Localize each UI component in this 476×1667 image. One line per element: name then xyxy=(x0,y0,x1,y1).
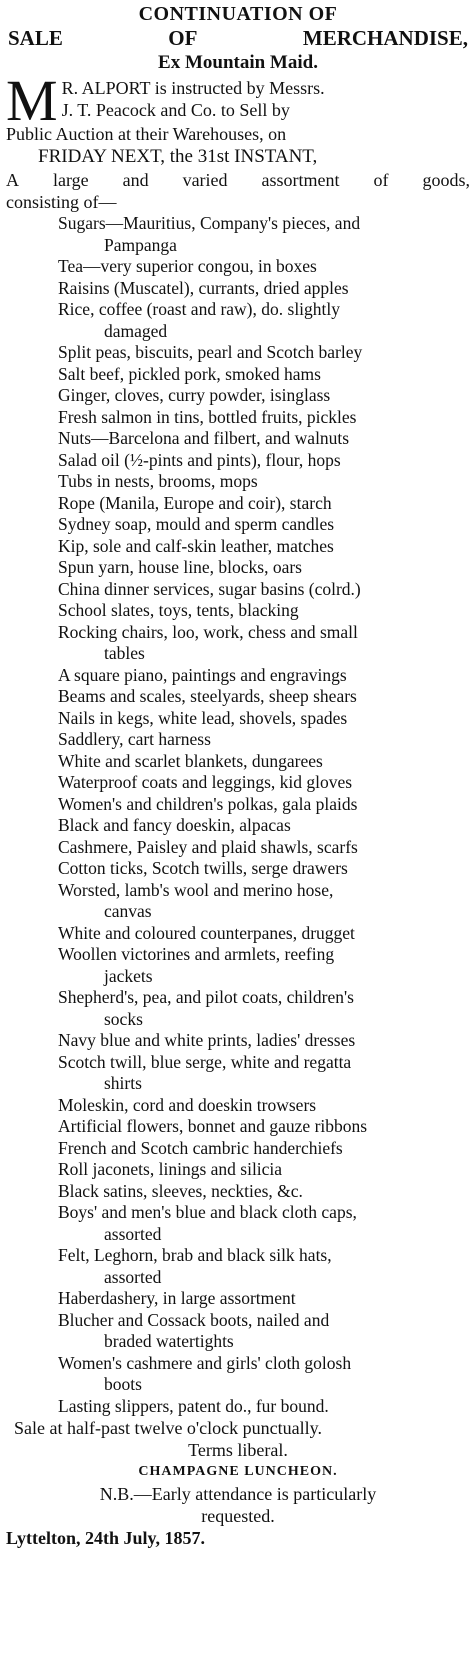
list-item-text: Raisins (Muscatel), currants, dried apples xyxy=(58,277,349,298)
list-item xyxy=(6,729,470,751)
list-item xyxy=(6,1310,470,1353)
assortment-line xyxy=(6,169,470,191)
list-item xyxy=(6,1181,470,1203)
list-item-text: Salad oil (½-pints and pints), flour, hops xyxy=(58,449,341,470)
intro-line-2: J. T. Peacock and Co. to Sell by xyxy=(61,100,290,120)
list-item-continuation: tables xyxy=(104,643,145,663)
list-item-text: Salt beef, pickled pork, smoked hams xyxy=(58,363,321,384)
list-item-continuation: assorted xyxy=(104,1266,162,1287)
list-item-text: White and coloured counterpanes, drugget xyxy=(58,922,355,943)
list-item-text: Cotton ticks, Scotch twills, serge drawers xyxy=(58,858,348,878)
list-item-text: Boys' and men's blue and black cloth caps, xyxy=(58,1202,357,1222)
list-item xyxy=(6,256,470,278)
list-item xyxy=(6,815,470,837)
list-item-text: Navy blue and white prints, ladies' dresses xyxy=(58,1030,356,1050)
list-item-text: Beams and scales, steelyards, sheep shears xyxy=(58,686,357,706)
list-item-text: Nails in kegs, white lead, shovels, spades xyxy=(58,707,348,728)
list-item xyxy=(6,557,470,579)
list-item-text: Haberdashery, in large assortment xyxy=(58,1288,296,1308)
list-item-continuation: braded watertights xyxy=(104,1331,234,1351)
list-item-text: Cashmere, Paisley and plaid shawls, scarfs xyxy=(58,836,358,857)
heading-word: OF xyxy=(168,26,198,50)
list-item-text: Tubs in nests, brooms, mops xyxy=(58,471,258,491)
list-item-text: Black and fancy doeskin, alpacas xyxy=(58,815,291,835)
list-item xyxy=(6,407,470,429)
list-item xyxy=(6,579,470,601)
intro-paragraph xyxy=(6,68,470,145)
list-item-text: Black satins, sleeves, neckties, &c. xyxy=(58,1180,303,1201)
list-item xyxy=(6,987,470,1030)
list-item xyxy=(6,385,470,407)
list-item xyxy=(6,1245,470,1288)
list-item-continuation: damaged xyxy=(104,320,168,341)
list-item xyxy=(6,622,470,665)
place-and-date: Lyttelton, 24th July, 1857. xyxy=(6,1528,206,1548)
list-item-continuation: canvas xyxy=(104,901,152,921)
list-item xyxy=(6,493,470,515)
heading-ship-name: Ex Mountain Maid. xyxy=(158,52,318,73)
list-item xyxy=(6,880,470,923)
list-item-text: Spun yarn, house line, blocks, oars xyxy=(58,557,302,577)
list-item xyxy=(6,299,470,342)
sale-time: Sale at half-past twelve o'clock punctually. xyxy=(14,1418,322,1438)
list-item xyxy=(6,471,470,493)
list-item-text: Rocking chairs, loo, work, chess and small xyxy=(58,621,358,642)
list-item xyxy=(6,1095,470,1117)
list-item xyxy=(6,1116,470,1138)
list-item-text: Scotch twill, blue serge, white and regatta xyxy=(58,1051,352,1072)
list-item-text: Saddlery, cart harness xyxy=(58,729,211,749)
list-item xyxy=(6,772,470,794)
list-item xyxy=(6,514,470,536)
list-item xyxy=(6,342,470,364)
list-item-text: Waterproof coats and leggings, kid gloves xyxy=(58,772,353,792)
list-item-continuation: socks xyxy=(104,1008,143,1029)
list-item-text: French and Scotch cambric handerchiefs xyxy=(58,1137,343,1158)
list-item xyxy=(6,1353,470,1396)
list-item-text: Fresh salmon in tins, bottled fruits, pickles xyxy=(58,406,357,427)
list-item xyxy=(6,686,470,708)
list-item xyxy=(6,1396,470,1418)
list-item-text: Rope (Manila, Europe and coir), starch xyxy=(58,492,332,513)
assortment-word: large xyxy=(52,170,89,190)
list-item xyxy=(6,450,470,472)
list-item-continuation: jackets xyxy=(104,965,153,986)
list-item-text: Ginger, cloves, curry powder, isinglass xyxy=(58,385,331,405)
list-item-text: Women's cashmere and girls' cloth golosh xyxy=(58,1352,352,1373)
list-item-text: School slates, toys, tents, blacking xyxy=(58,600,299,620)
list-item-continuation: Pampanga xyxy=(104,234,177,255)
list-item-text: Kip, sole and calf-skin leather, matches xyxy=(58,535,334,556)
list-item xyxy=(6,1202,470,1245)
list-item xyxy=(6,708,470,730)
consisting-of: consisting of— xyxy=(6,192,117,212)
list-item-continuation: boots xyxy=(104,1374,142,1394)
assortment-word: assortment xyxy=(261,170,340,190)
list-item-text: Felt, Leghorn, brab and black silk hats, xyxy=(58,1245,332,1265)
list-item-text: Blucher and Cossack boots, nailed and xyxy=(58,1309,330,1330)
list-item-text: Artificial flowers, bonnet and gauze ribbons xyxy=(58,1116,368,1136)
assortment-word: goods, xyxy=(422,170,470,190)
list-item xyxy=(6,278,470,300)
list-item-text: Lasting slippers, patent do., fur bound. xyxy=(58,1395,329,1416)
list-item-text: Women's and children's polkas, gala plaids xyxy=(58,793,358,814)
heading-word: SALE xyxy=(8,26,63,50)
luncheon-notice: CHAMPAGNE LUNCHEON. xyxy=(138,1464,338,1479)
list-item xyxy=(6,665,470,687)
list-item xyxy=(6,858,470,880)
nb-line-1: N.B.—Early attendance is particularly xyxy=(99,1484,377,1504)
list-item-text: Tea—very superior congou, in boxes xyxy=(58,256,317,276)
list-item-text: Worsted, lamb's wool and merino hose, xyxy=(58,879,334,900)
intro-line-1: R. ALPORT is instructed by Messrs. xyxy=(61,78,325,98)
list-item-text: Sydney soap, mould and sperm candles xyxy=(58,514,335,534)
list-item xyxy=(6,1052,470,1095)
drop-cap-letter: M xyxy=(6,68,58,133)
terms: Terms liberal. xyxy=(188,1440,288,1460)
heading-word: MERCHANDISE, xyxy=(302,26,468,50)
list-item-text: White and scarlet blankets, dungarees xyxy=(58,750,323,771)
list-item xyxy=(6,428,470,450)
merchandise-list xyxy=(6,213,470,1417)
list-item xyxy=(6,364,470,386)
sale-date: FRIDAY NEXT, the 31st INSTANT, xyxy=(38,146,318,167)
list-item-text: Moleskin, cord and doeskin trowsers xyxy=(58,1094,317,1115)
list-item-text: Roll jaconets, linings and silicia xyxy=(58,1159,283,1179)
list-item xyxy=(6,944,470,987)
assortment-word: and xyxy=(122,170,149,190)
footer-section xyxy=(6,1417,470,1549)
list-item-text: Rice, coffee (roast and raw), do. slightly xyxy=(58,299,341,319)
list-item xyxy=(6,923,470,945)
list-item xyxy=(6,1288,470,1310)
list-item-continuation: assorted xyxy=(104,1223,162,1244)
assortment-word: varied xyxy=(182,170,228,190)
list-item xyxy=(6,794,470,816)
list-item xyxy=(6,1138,470,1160)
list-item xyxy=(6,751,470,773)
list-item xyxy=(6,213,470,256)
assortment-word: of xyxy=(373,170,389,190)
heading-sale-of-merchandise xyxy=(6,26,470,51)
heading-continuation: CONTINUATION OF xyxy=(138,3,338,25)
list-item-text: Split peas, biscuits, pearl and Scotch barley xyxy=(58,342,363,362)
list-item-text: Sugars—Mauritius, Company's pieces, and xyxy=(58,213,361,233)
intro-line-3: Public Auction at their Warehouses, on xyxy=(6,124,287,144)
list-item xyxy=(6,1030,470,1052)
list-item-continuation: shirts xyxy=(104,1073,142,1093)
nb-line-2: requested. xyxy=(201,1506,275,1526)
list-item-text: China dinner services, sugar basins (colrd.) xyxy=(58,578,361,599)
list-item xyxy=(6,536,470,558)
list-item xyxy=(6,600,470,622)
list-item xyxy=(6,1159,470,1181)
list-item-text: Woollen victorines and armlets, reefing xyxy=(58,944,335,964)
list-item-text: A square piano, paintings and engravings xyxy=(58,664,347,685)
list-item xyxy=(6,837,470,859)
list-item-text: Nuts—Barcelona and filbert, and walnuts xyxy=(58,428,350,448)
list-item-text: Shepherd's, pea, and pilot coats, children's xyxy=(58,987,354,1007)
assortment-word: A xyxy=(6,170,19,190)
